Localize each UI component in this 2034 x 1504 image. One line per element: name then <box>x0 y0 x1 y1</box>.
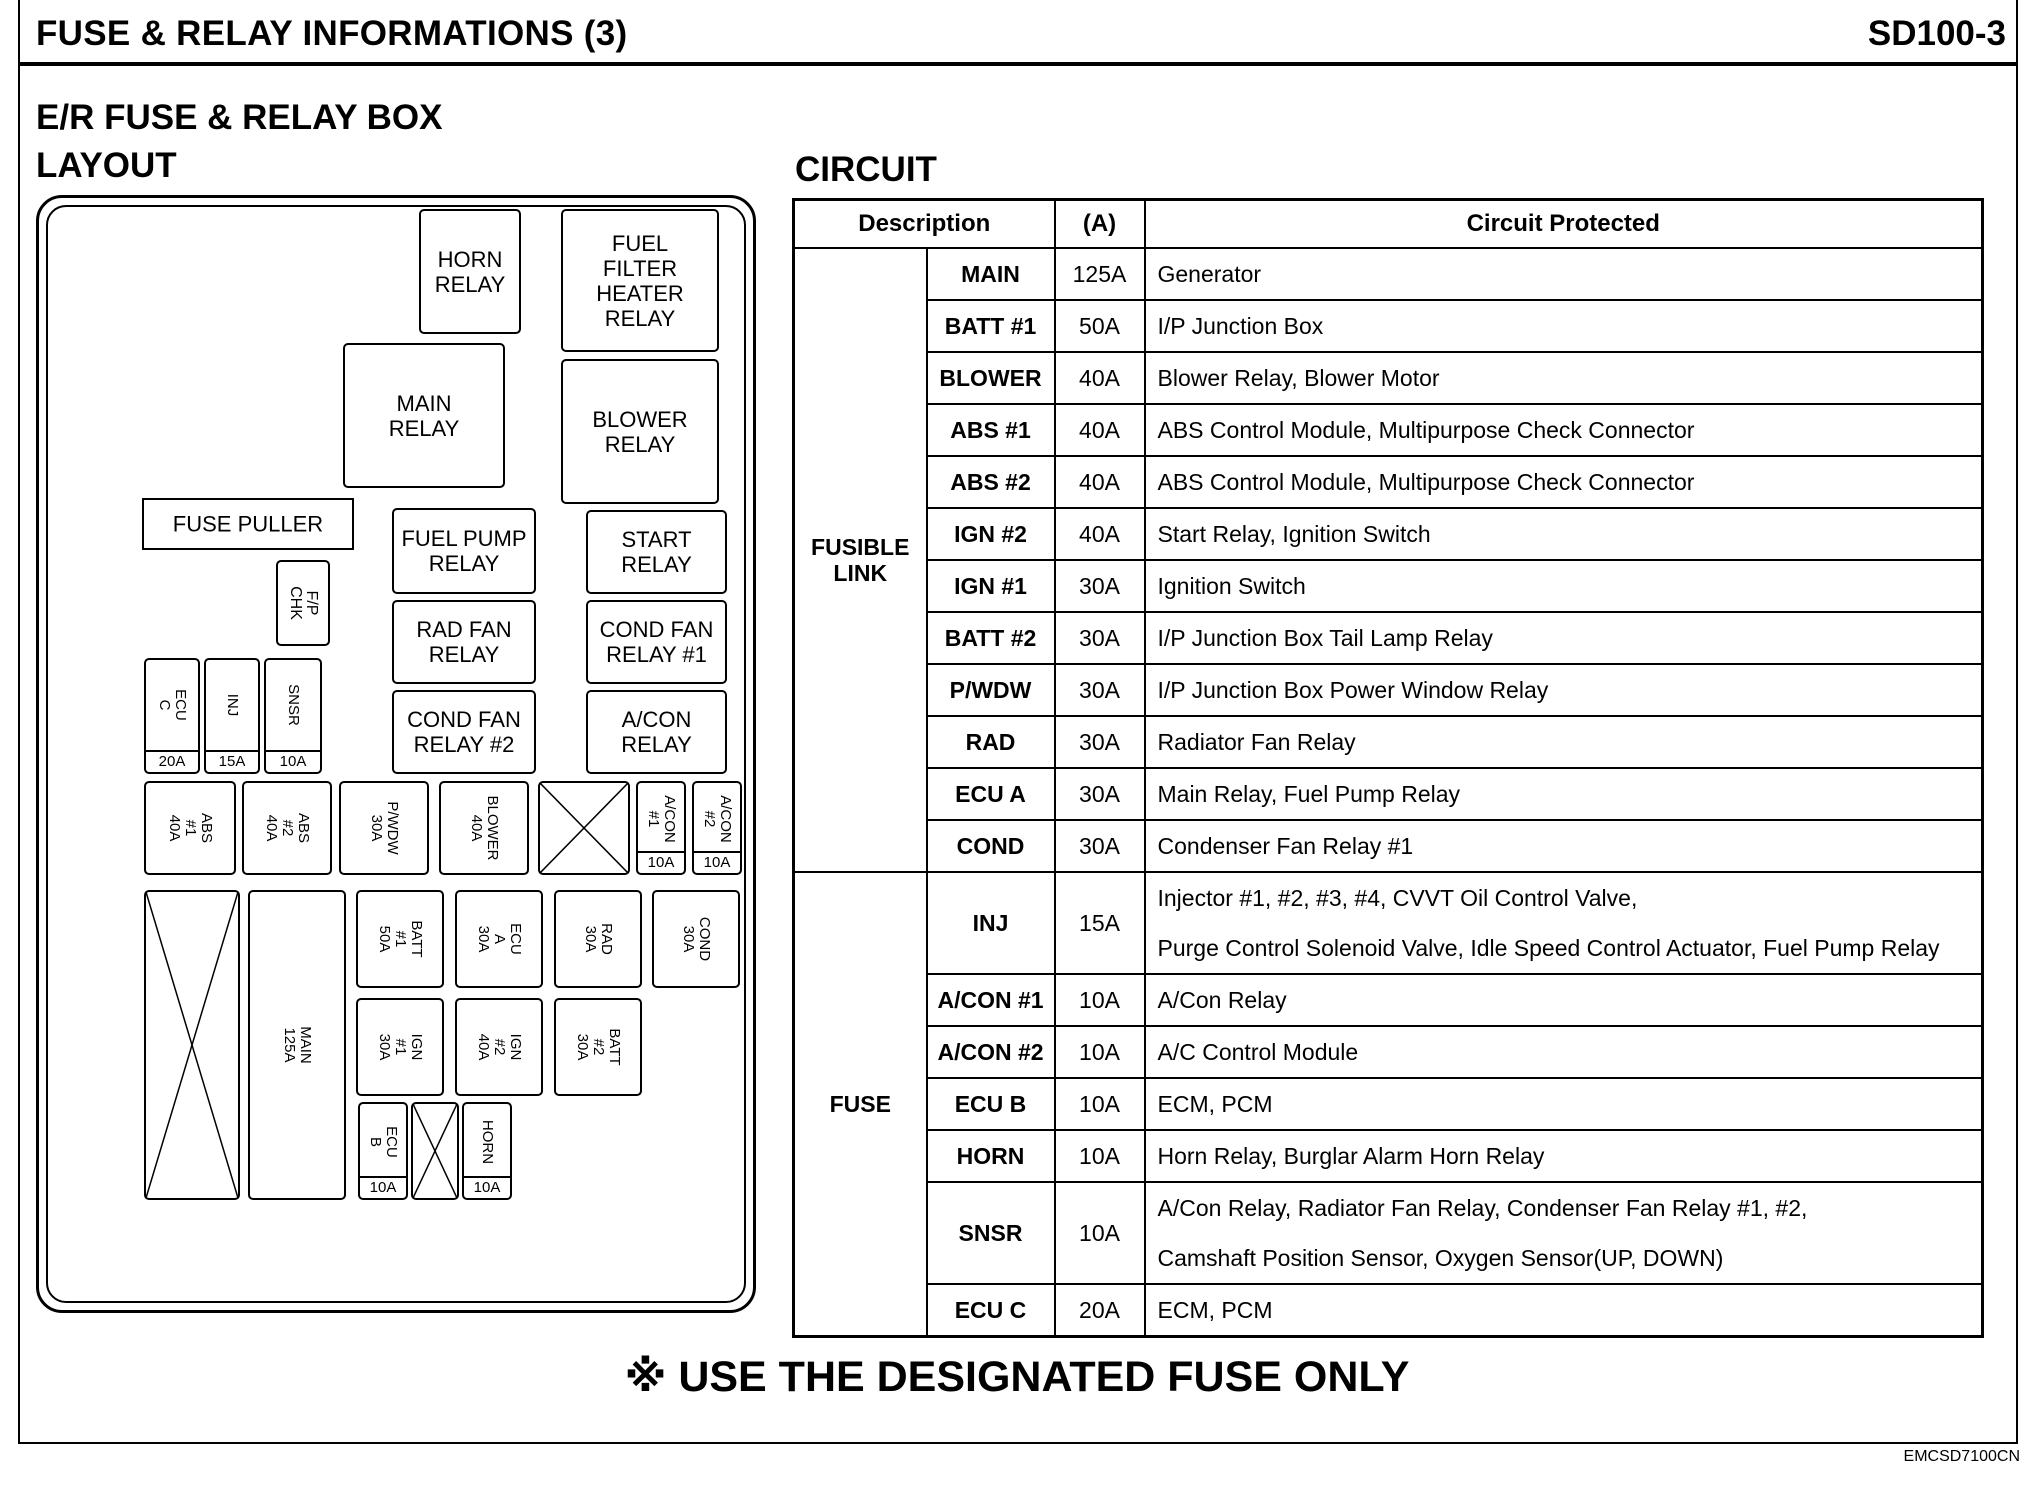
fuse-name: BATT #1 <box>927 300 1055 352</box>
fuse-rating: 30A <box>1055 768 1145 820</box>
circuit-protected: ECM, PCM <box>1145 1284 1983 1337</box>
fuse-puller: FUSE PULLER <box>142 498 354 550</box>
table-row <box>794 404 1983 456</box>
table-row <box>794 664 1983 716</box>
fuse-name: ECU B <box>927 1078 1055 1130</box>
circuit-protected: A/C Control Module <box>1145 1026 1983 1078</box>
fuse-rating: 30A <box>1055 820 1145 872</box>
category-fusible-link: FUSIBLE LINK <box>794 248 927 872</box>
table-row <box>794 768 1983 820</box>
table-row <box>794 612 1983 664</box>
fuse-rating: 10A <box>1055 974 1145 1026</box>
fuse-rating: 30A <box>1055 560 1145 612</box>
circuit-protected: Ignition Switch <box>1145 560 1983 612</box>
fuse-ign-2: IGN #2 40A <box>455 998 543 1096</box>
fuse-blower: BLOWER 40A <box>439 781 529 875</box>
page-title: FUSE & RELAY INFORMATIONS (3) <box>36 14 628 53</box>
table-row <box>794 716 1983 768</box>
fuse-rating: 10A <box>1055 1026 1145 1078</box>
fuel-pump-relay: FUEL PUMP RELAY <box>392 508 536 594</box>
footer-warning: ※ USE THE DESIGNATED FUSE ONLY <box>624 1353 1410 1401</box>
circuit-protected: Injector #1, #2, #3, #4, CVVT Oil Control Valve, Purge Control Solenoid Valve, Idle Speed Control Actuator, Fuel Pump Relay <box>1145 872 1983 974</box>
fuse-ign-1: IGN #1 30A <box>356 998 444 1096</box>
circuit-protected: I/P Junction Box <box>1145 300 1983 352</box>
circuit-title: CIRCUIT <box>795 150 937 189</box>
circuit-protected: A/Con Relay, Radiator Fan Relay, Condenser Fan Relay #1, #2, Camshaft Position Sensor, Oxygen Sensor(UP, DOWN) <box>1145 1182 1983 1284</box>
circuit-protected: Start Relay, Ignition Switch <box>1145 508 1983 560</box>
fuse-name: RAD <box>927 716 1055 768</box>
fuse-pwdw: P/WDW 30A <box>339 781 429 875</box>
fuel-filter-heater-relay: FUEL FILTER HEATER RELAY <box>561 209 719 352</box>
fuse-abs-1: ABS #1 40A <box>144 781 236 875</box>
fp-chk-connector: F/P CHK <box>276 560 330 646</box>
table-row <box>794 872 1983 974</box>
fuse-rating: 30A <box>1055 664 1145 716</box>
circuit-protected: ABS Control Module, Multipurpose Check Connector <box>1145 456 1983 508</box>
fuse-batt-1: BATT #1 50A <box>356 890 444 988</box>
fuse-ecu-c: ECU C 20A <box>144 658 200 774</box>
fuse-rad: RAD 30A <box>554 890 642 988</box>
fuse-name: ABS #2 <box>927 456 1055 508</box>
circuit-protected: Blower Relay, Blower Motor <box>1145 352 1983 404</box>
box-title: E/R FUSE & RELAY BOX <box>36 98 443 137</box>
table-row <box>794 248 1983 300</box>
fuse-rating: 40A <box>1055 404 1145 456</box>
circuit-protected: Condenser Fan Relay #1 <box>1145 820 1983 872</box>
horn-relay: HORN RELAY <box>419 209 521 334</box>
blower-relay: BLOWER RELAY <box>561 359 719 504</box>
table-header-row <box>794 200 1983 249</box>
fuse-rating: 10A <box>1055 1130 1145 1182</box>
category-fuse: FUSE <box>794 872 927 1337</box>
empty-slot-2 <box>144 890 240 1200</box>
fuse-rating: 50A <box>1055 300 1145 352</box>
fuse-main: MAIN 125A <box>248 890 346 1200</box>
header-description: Description <box>794 200 1055 249</box>
fuse-ecu-b: ECU B 10A <box>358 1102 408 1200</box>
empty-slot-1 <box>538 781 630 875</box>
table-row <box>794 1026 1983 1078</box>
cond-fan-relay-2: COND FAN RELAY #2 <box>392 690 536 774</box>
fuse-rating: 30A <box>1055 612 1145 664</box>
table-row <box>794 508 1983 560</box>
fuse-name: IGN #1 <box>927 560 1055 612</box>
fuse-rating: 10A <box>1055 1182 1145 1284</box>
circuit-protected: A/Con Relay <box>1145 974 1983 1026</box>
circuit-protected: Main Relay, Fuel Pump Relay <box>1145 768 1983 820</box>
rad-fan-relay: RAD FAN RELAY <box>392 600 536 684</box>
circuit-protected: ECM, PCM <box>1145 1078 1983 1130</box>
fuse-ecu-a: ECU A 30A <box>455 890 543 988</box>
circuit-protected: I/P Junction Box Power Window Relay <box>1145 664 1983 716</box>
circuit-protected: Horn Relay, Burglar Alarm Horn Relay <box>1145 1130 1983 1182</box>
header-amps: (A) <box>1055 200 1145 249</box>
circuit-protected: Radiator Fan Relay <box>1145 716 1983 768</box>
fuse-acon-2: A/CON #2 10A <box>692 781 742 875</box>
fuse-name: INJ <box>927 872 1055 974</box>
fuse-name: ECU A <box>927 768 1055 820</box>
table-row <box>794 1078 1983 1130</box>
circuit-protected: ABS Control Module, Multipurpose Check Connector <box>1145 404 1983 456</box>
fuse-name: IGN #2 <box>927 508 1055 560</box>
fuse-abs-2: ABS #2 40A <box>242 781 332 875</box>
circuit-protected: I/P Junction Box Tail Lamp Relay <box>1145 612 1983 664</box>
fuse-snsr: SNSR 10A <box>264 658 322 774</box>
table-row <box>794 1182 1983 1284</box>
fuse-horn: HORN 10A <box>462 1102 512 1200</box>
empty-slot-3 <box>411 1102 459 1200</box>
fuse-rating: 40A <box>1055 508 1145 560</box>
fuse-rating: 40A <box>1055 352 1145 404</box>
fuse-name: BLOWER <box>927 352 1055 404</box>
fuse-name: HORN <box>927 1130 1055 1182</box>
page-code: SD100-3 <box>1867 14 2006 53</box>
table-row <box>794 1130 1983 1182</box>
fuse-batt-2: BATT #2 30A <box>554 998 642 1096</box>
table-row <box>794 352 1983 404</box>
cond-fan-relay-1: COND FAN RELAY #1 <box>586 600 727 684</box>
fuse-name: MAIN <box>927 248 1055 300</box>
table-row <box>794 974 1983 1026</box>
table-row <box>794 820 1983 872</box>
fuse-name: ECU C <box>927 1284 1055 1337</box>
fuse-rating: 30A <box>1055 716 1145 768</box>
fuse-rating: 40A <box>1055 456 1145 508</box>
document-code: EMCSD7100CN <box>1903 1448 2020 1465</box>
fuse-name: BATT #2 <box>927 612 1055 664</box>
fuse-rating: 125A <box>1055 248 1145 300</box>
fuse-acon-1: A/CON #1 10A <box>636 781 686 875</box>
main-relay: MAIN RELAY <box>343 343 505 488</box>
fuse-name: A/CON #2 <box>927 1026 1055 1078</box>
acon-relay: A/CON RELAY <box>586 690 727 774</box>
fuse-name: ABS #1 <box>927 404 1055 456</box>
fuse-rating: 15A <box>1055 872 1145 974</box>
table-row <box>794 1284 1983 1337</box>
fuse-name: A/CON #1 <box>927 974 1055 1026</box>
fuse-cond: COND 30A <box>652 890 740 988</box>
layout-title: LAYOUT <box>36 146 177 185</box>
circuit-table <box>792 198 1984 1338</box>
fuse-name: SNSR <box>927 1182 1055 1284</box>
fuse-name: COND <box>927 820 1055 872</box>
fuse-inj: INJ 15A <box>204 658 260 774</box>
fuse-name: P/WDW <box>927 664 1055 716</box>
header-circuit: Circuit Protected <box>1145 200 1983 249</box>
start-relay: START RELAY <box>586 510 727 594</box>
fuse-rating: 20A <box>1055 1284 1145 1337</box>
table-row <box>794 300 1983 352</box>
table-row <box>794 456 1983 508</box>
circuit-protected: Generator <box>1145 248 1983 300</box>
fuse-rating: 10A <box>1055 1078 1145 1130</box>
table-row <box>794 560 1983 612</box>
